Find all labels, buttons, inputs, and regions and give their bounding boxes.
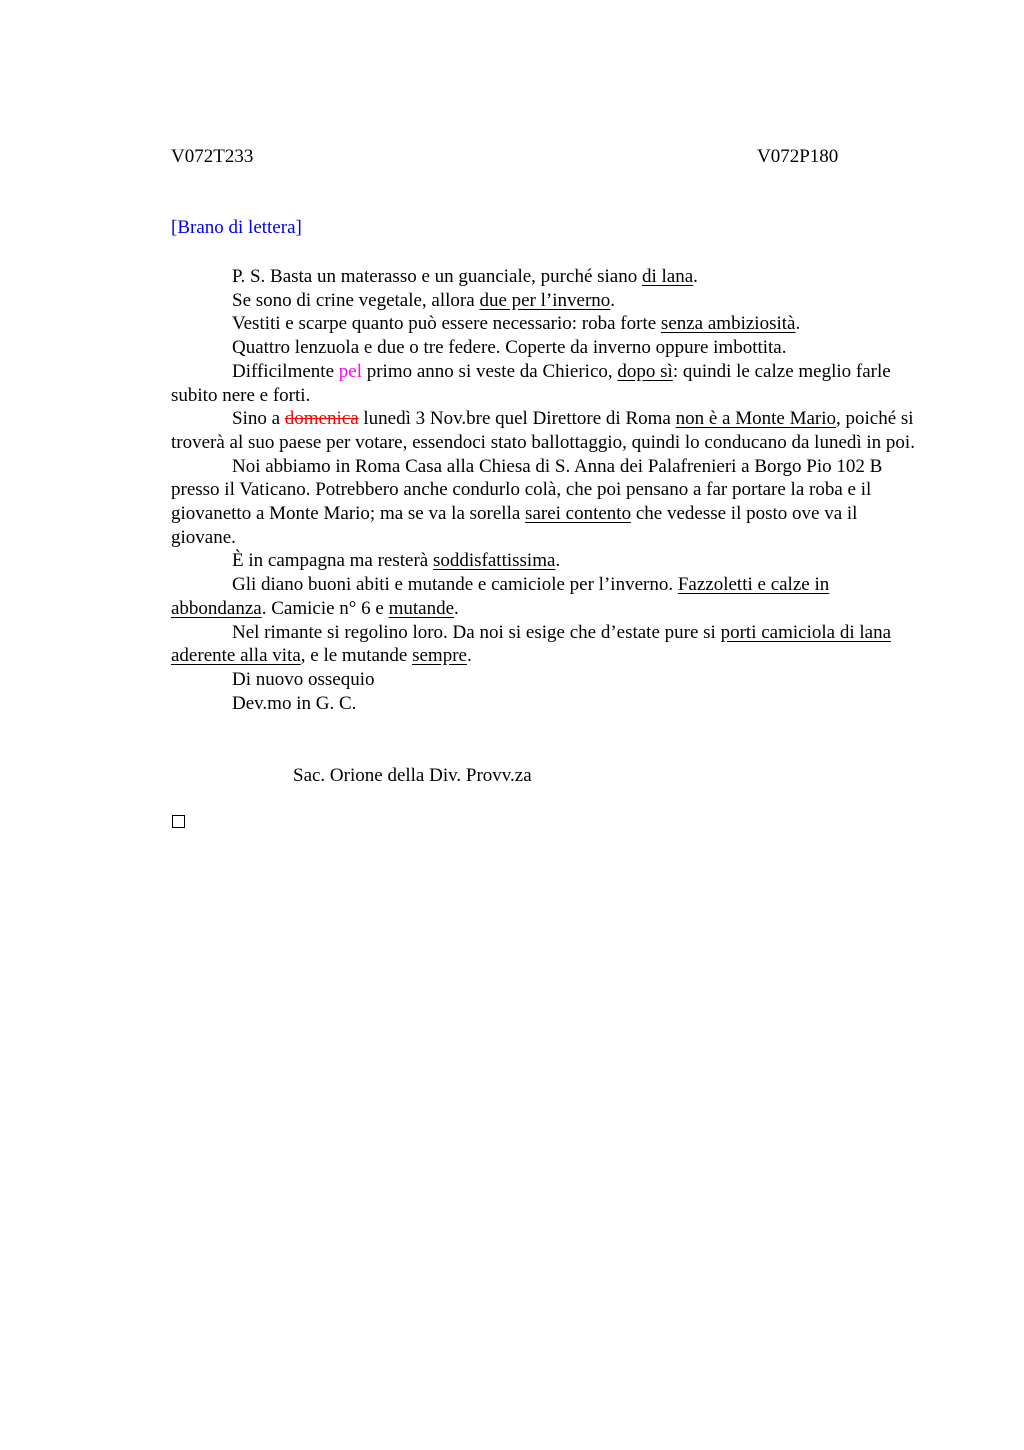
- text-segment: Se sono di crine vegetale, allora: [232, 289, 480, 311]
- underlined-text: porti camiciola di lana aderente alla vita: [171, 621, 891, 667]
- underlined-text: mutande: [388, 597, 455, 619]
- underlined-text: dopo sì: [617, 360, 673, 382]
- text-segment: Vestiti e scarpe quanto può essere necessario: roba forte: [232, 313, 661, 335]
- letter-paragraph: [171, 265, 923, 289]
- text-segment: .: [795, 313, 801, 335]
- underlined-text: due per l’inverno: [479, 289, 611, 311]
- underlined-text: soddisfattissima: [432, 550, 556, 572]
- text-segment: che vedesse il posto ove va il giovane.: [171, 503, 858, 548]
- text-segment: lunedì 3 Nov.bre quel Direttore di Roma: [358, 408, 676, 430]
- letter-paragraph: [171, 573, 923, 620]
- text-segment: È in campagna ma resterà: [232, 550, 433, 572]
- letter-paragraph: [171, 336, 923, 360]
- document-code-left: V072T233: [171, 146, 254, 167]
- text-segment: , e le mutande: [300, 645, 413, 667]
- text-segment: .: [555, 550, 561, 572]
- document-code-right: V072P180: [757, 146, 839, 167]
- editorial-note: [Brano di lettera]: [171, 217, 302, 238]
- deleted-text: domenica: [284, 408, 359, 430]
- underlined-text: di lana: [641, 266, 694, 287]
- text-segment: , poiché si troverà al suo paese per votare, essendoci stato ballottaggio, quindi lo conducano da lunedì in poi.: [171, 408, 915, 453]
- underlined-text: sempre: [412, 645, 467, 667]
- closing-line-1: Di nuovo ossequio: [232, 668, 375, 690]
- letter-body: [171, 265, 923, 715]
- letter-paragraph: [171, 621, 923, 668]
- text-segment: . Camicie n° 6 e: [261, 597, 389, 619]
- text-segment: .: [466, 645, 472, 667]
- letter-paragraph: [171, 360, 923, 407]
- letter-paragraphs: [171, 265, 923, 668]
- empty-square-icon: [172, 815, 185, 828]
- text-segment: Quattro lenzuola e due o tre federe. Coperte da inverno oppure imbottita.: [232, 337, 787, 359]
- text-segment: .: [454, 597, 459, 619]
- letter-paragraph: [171, 312, 923, 336]
- letter-paragraph: [171, 455, 923, 550]
- underlined-text: senza ambiziosità: [660, 313, 796, 335]
- underlined-text: Fazzoletti e calze in abbondanza: [171, 574, 830, 619]
- text-segment: Sino a: [232, 408, 285, 430]
- underlined-text: non è a Monte Mario: [675, 408, 836, 430]
- closing-line-2: Dev.mo in G. C.: [232, 692, 357, 714]
- letter-paragraph: [171, 289, 923, 313]
- text-segment: Noi abbiamo in Roma Casa alla Chiesa di S. Anna dei Palafrenieri a Borgo Pio 102 B presso il Vaticano. Potrebbero anche condurlo colà, che poi pensano a far portare la roba e il giovanetto a Monte Mario; ma se va la sorella: [171, 455, 883, 525]
- text-segment: : quindi le calze meglio farle subito nere e forti.: [171, 360, 891, 406]
- letter-paragraph: [171, 549, 923, 573]
- text-segment: Nel rimante si regolino loro. Da noi si esige che d’estate pure si: [232, 621, 721, 643]
- letter-paragraph: [171, 407, 923, 454]
- highlighted-text: pel: [338, 360, 362, 382]
- signature: Sac. Orione della Div. Provv.za: [293, 765, 532, 786]
- underlined-text: sarei contento: [525, 503, 632, 525]
- text-segment: .: [610, 289, 616, 311]
- text-segment: Gli diano buoni abiti e mutande e camiciole per l’inverno.: [232, 574, 678, 596]
- text-segment: .: [693, 266, 698, 287]
- text-segment: primo anno si veste da Chierico,: [361, 360, 618, 382]
- text-segment: P. S. Basta un materasso e un guanciale, purché siano: [232, 266, 642, 287]
- text-segment: Difficilmente: [232, 360, 339, 382]
